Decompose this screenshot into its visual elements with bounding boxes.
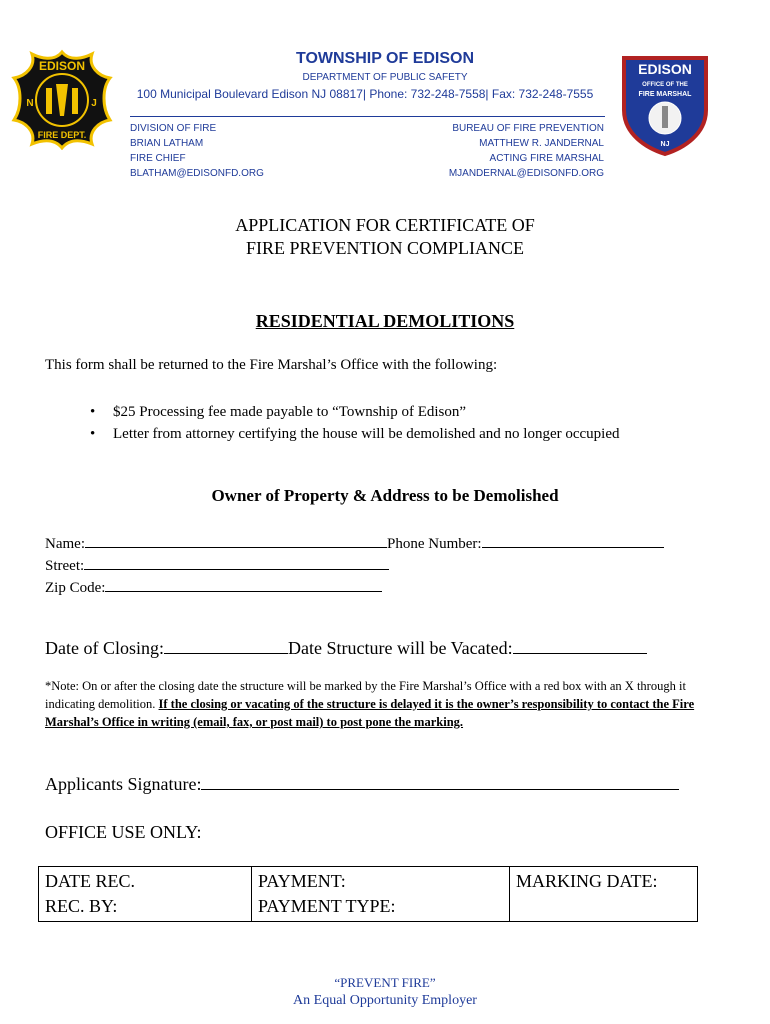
closing-note [45, 677, 705, 731]
shield-top-text: EDISON [638, 61, 692, 77]
payment-type-label: PAYMENT TYPE: [258, 896, 396, 916]
logo-top-text: EDISON [38, 59, 86, 73]
township-address: 100 Municipal Boulevard Edison NJ 08817| Phone: 732-248-7558| Fax: 732-248-7555 [136, 87, 594, 101]
svg-text:FIRE MARSHAL: FIRE MARSHAL [638, 91, 692, 98]
form-title-line2: FIRE PREVENTION COMPLIANCE [245, 238, 524, 258]
list-item: • $25 Processing fee made payable to “Township of Edison” [90, 401, 620, 423]
street-field[interactable] [84, 555, 389, 570]
township-title: TOWNSHIP OF EDISON [295, 50, 475, 67]
closing-date-field[interactable] [164, 636, 288, 654]
marshal-email[interactable]: MJANDERNAL@EDISONFD.ORG [448, 168, 604, 179]
fire-prevention-contact [449, 121, 604, 181]
closing-label: Date of Closing: [45, 638, 164, 658]
chief-email[interactable]: BLATHAM@EDISONFD.ORG [130, 168, 264, 179]
header-divider [130, 116, 605, 117]
svg-text:N: N [26, 98, 34, 109]
office-use-heading: OFFICE USE ONLY: [45, 822, 202, 842]
signature-row [45, 772, 679, 795]
footer-tagline: An Equal Opportunity Employer [293, 993, 477, 1008]
shield-bottom-text: NJ [660, 141, 670, 148]
chief-name: BRIAN LATHAM [130, 138, 204, 149]
footer-slogan: “PREVENT FIRE” [334, 975, 436, 990]
signature-field[interactable] [201, 772, 679, 790]
form-subtitle: RESIDENTIAL DEMOLITIONS [255, 311, 515, 331]
division-of-fire-contact [130, 121, 264, 181]
date-fields [45, 636, 647, 659]
signature-label: Applicants Signature: [45, 774, 202, 794]
marshal-title: ACTING FIRE MARSHAL [489, 153, 604, 164]
svg-text:OFFICE OF THE: OFFICE OF THE [642, 82, 688, 88]
date-received-label: DATE REC. [45, 871, 135, 891]
received-by-label: REC. BY: [45, 896, 118, 916]
payment-label: PAYMENT: [258, 871, 346, 891]
name-label: Name: [45, 536, 85, 552]
note-emphasis: If the closing or vacating of the structure is delayed it is the owner’s responsibility to contact the Fire Marshal’s Office in writing (email, fax, or post mail) to post pone the marking. [45, 697, 695, 729]
marshal-name: MATTHEW R. JANDERNAL [479, 138, 604, 149]
chief-title: FIRE CHIEF [130, 153, 186, 164]
zip-label: Zip Code: [45, 580, 106, 596]
division-name: DIVISION OF FIRE [130, 123, 217, 134]
street-label: Street: [45, 558, 85, 574]
marking-date-label: MARKING DATE: [516, 871, 658, 891]
form-intro: This form shall be returned to the Fire Marshal’s Office with the following: [45, 357, 498, 373]
phone-label: Phone Number: [386, 536, 482, 552]
name-field[interactable] [85, 533, 387, 548]
department-name: DEPARTMENT OF PUBLIC SAFETY [302, 72, 468, 83]
note-text: *Note: On or after the closing date the structure will be marked by the Fire Marshal’s Office with a red box with an X through it indicating demolition. [45, 679, 686, 711]
list-item: • Letter from attorney certifying the house will be demolished and no longer occupied [90, 423, 620, 445]
owner-fields [45, 533, 664, 599]
office-cell-marking [510, 867, 698, 922]
zip-field[interactable] [105, 577, 382, 592]
requirements-list [90, 401, 620, 445]
owner-heading: Owner of Property & Address to be Demolished [211, 486, 559, 505]
phone-field[interactable] [482, 533, 664, 548]
office-use-table [38, 866, 698, 922]
logo-bottom-text: FIRE DEPT. [37, 130, 87, 140]
bureau-name: BUREAU OF FIRE PREVENTION [452, 123, 604, 134]
form-title [0, 214, 770, 260]
vacated-label: Date Structure will be Vacated: [288, 638, 513, 658]
office-cell-received [39, 867, 252, 922]
svg-text:J: J [91, 98, 97, 109]
office-cell-payment [252, 867, 510, 922]
form-title-line1: APPLICATION FOR CERTIFICATE OF [235, 215, 535, 235]
vacated-date-field[interactable] [513, 636, 647, 654]
